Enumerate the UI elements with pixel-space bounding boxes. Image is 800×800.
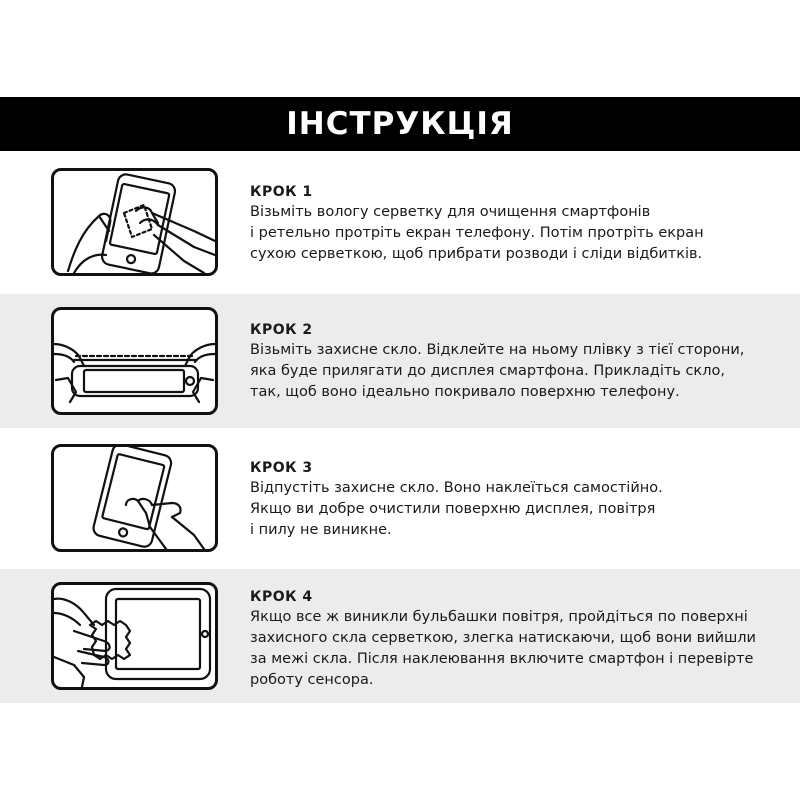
header-banner: [0, 97, 800, 151]
step-label: КРОК 4: [250, 589, 313, 605]
step-text-line: і ретельно протріть екран телефону. Потім протріть екран: [250, 225, 704, 241]
step-3-text: [250, 458, 790, 541]
page-title: ІНСТРУКЦІЯ: [286, 106, 514, 142]
step-text-line: роботу сенсора.: [250, 672, 374, 688]
step-label: КРОК 3: [250, 460, 313, 476]
apply-glass-icon: [51, 307, 218, 415]
step-1: [0, 158, 800, 292]
step-label: КРОК 2: [250, 322, 313, 338]
step-text-line: Відпустіть захисне скло. Воно наклеїться самостійно.: [250, 480, 663, 496]
step-text-line: сухою серветкою, щоб прибрати розводи і сліди відбитків.: [250, 246, 703, 262]
step-text-line: за межі скла. Після наклеювання включите смартфон і перевірте: [250, 651, 754, 667]
smooth-bubbles-icon: [51, 582, 218, 690]
release-glass-icon: [51, 444, 218, 552]
step-text-line: яка буде прилягати до дисплея смартфона. Прикладіть скло,: [250, 363, 725, 379]
step-text-line: захисного скла серветкою, злегка натискаючи, щоб вони вийшли: [250, 630, 756, 646]
step-text-line: Візьміть захисне скло. Відклейте на ньому плівку з тієї сторони,: [250, 342, 745, 358]
step-2-text: [250, 320, 790, 403]
wipe-phone-icon: [51, 168, 218, 276]
step-text-line: і пилу не виникне.: [250, 522, 392, 538]
step-text-line: Якщо ви добре очистили поверхню дисплея, повітря: [250, 501, 656, 517]
step-text-line: Якщо все ж виникли бульбашки повітря, пройдіться по поверхні: [250, 609, 748, 625]
step-1-text: [250, 182, 790, 265]
step-4-text: [250, 587, 790, 691]
step-4: [0, 569, 800, 703]
step-label: КРОК 1: [250, 184, 313, 200]
step-3: [0, 430, 800, 564]
step-text-line: Візьміть вологу серветку для очищення смартфонів: [250, 204, 651, 220]
step-2: [0, 294, 800, 428]
step-text-line: так, щоб воно ідеально покривало поверхню телефону.: [250, 384, 680, 400]
